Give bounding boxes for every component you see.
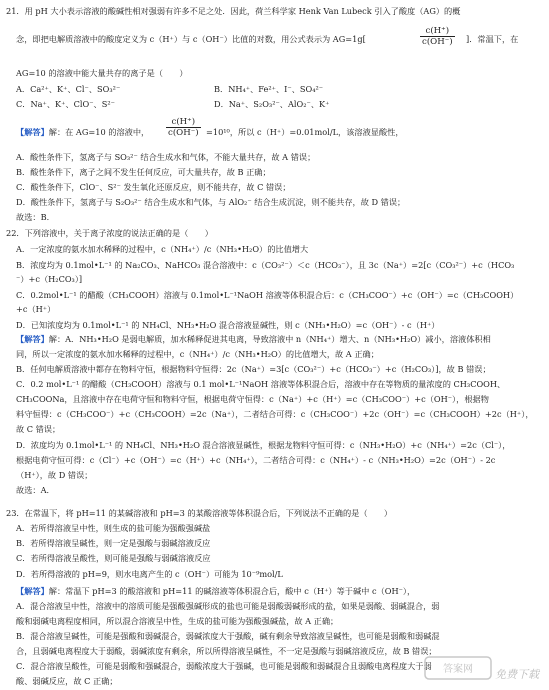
svg-text:答案网: 答案网: [443, 664, 473, 675]
q21-frac-denominator: c(OH⁻): [422, 37, 453, 47]
q21-formula-fraction: [420, 26, 455, 47]
q23-option-d: D．若所得溶液的 pH=9，则水电离产生的 c（OH⁻）可能为 10⁻⁹mol/L: [16, 569, 283, 579]
q21-stem-line3: AG=10 的溶液中能大量共存的离子是（ ）: [16, 68, 188, 78]
q22-option-b-line1: B．浓度均为 0.1mol•L⁻¹ 的 Na₂CO₃、NaHCO₃ 混合溶液中：c（CO₃²⁻）＜c（HCO₃⁻），且 3c（Na⁺）=2[c（CO₃²⁻）+c（HCO₃: [16, 260, 515, 270]
q22-answer-line9: 根据电荷守恒可得：c（Cl⁻）+c（OH⁻）=c（H⁺）+c（NH₄⁺），二者结合可得：c（NH₄⁺）- c（NH₃•H₂O）=2c（OH⁻）- 2c: [16, 455, 496, 465]
q21-option-d: D．Na⁺、S₂O₃²⁻、AlO₂⁻、K⁺: [214, 99, 330, 109]
q22-option-c-line2: +c（H⁺）: [16, 304, 56, 314]
q22-option-a: A．一定浓度的氨水加水稀释的过程中，c（NH₄⁺）/c（NH₃•H₂O）的比值增大: [16, 244, 309, 254]
q23-answer-line2: A．混合溶液呈中性，溶液中的溶质可能是强酸强碱形成的盐也可能是弱酸弱碱形成的盐，如果是弱酸、弱碱混合，弱: [16, 601, 440, 611]
q23-option-b: B．若所得溶液呈碱性，则一定是强酸与弱碱溶液反应: [16, 538, 211, 548]
q21-answer-frac-numerator: c(H⁺): [166, 117, 201, 128]
q22-answer-choice: 故选：A．: [16, 485, 55, 495]
watermark-logo: [421, 654, 541, 684]
q22-answer-line3: B．任何电解质溶液中都存在物料守恒，根据物料守恒得：2c（Na⁺）=3[c（CO₃²⁻）+c（HCO₃⁻）+c（H₂CO₃）]，故 B 错误；: [16, 364, 491, 374]
q22-answer-line4: C．0.2 mol•L⁻¹ 的醋酸（CH₃COOH）溶液与 0.1 mol•L⁻¹NaOH 溶液等体积混合后，溶液中存在等物质的量浓度的 CH₃COOH、: [16, 379, 506, 389]
q23-answer-line3: 酸和弱碱电离程度相同，所以混合溶液呈中性，生成的盐可能为强酸强碱盐，故 A 正确；: [16, 616, 339, 626]
q21-option-b: B．NH₄⁺、Fe²⁺、I⁻、SO₄²⁻: [214, 84, 324, 94]
q22-stem: 22．下列溶液中，关于离子浓度的说法正确的是（ ）: [6, 228, 213, 238]
q21-answer-a: A．酸性条件下，氢离子与 SO₃²⁻ 结合生成水和气体，不能大量共存，故 A 错误；: [16, 152, 316, 162]
q22-option-c-line1: C．0.2mol•L⁻¹ 的醋酸（CH₃COOH）溶液与 0.1mol•L⁻¹NaOH 溶液等体积混合后：c（CH₃COO⁻）+c（OH⁻）=c（CH₃COOH）: [16, 290, 519, 300]
q21-answer-line1: [16, 127, 149, 138]
q22-answer-line10: （H⁺），故 D 错误；: [16, 470, 93, 480]
q21-option-c: C．Na⁺、K⁺、ClO⁻、S²⁻: [16, 99, 115, 109]
q21-answer-choice: 故选：B．: [16, 212, 55, 222]
q21-stem-line1: 21．用 pH 大小表示溶液的酸碱性相对强弱有许多不足之处．因此，荷兰科学家 Henk Van Lubeck 引入了酸度（AG）的概: [6, 6, 461, 16]
q22-answer-line7: 故 C 错误；: [16, 424, 61, 434]
q21-answer-tag: 【解答】: [16, 127, 49, 137]
q21-answer-frac-denominator: c(OH⁻): [168, 128, 199, 138]
q21-frac-numerator: c(H⁺): [420, 26, 455, 37]
q23-answer-line7: 酸、弱碱反应，故 C 正确；: [16, 676, 118, 686]
q22-option-d: D．已知浓度均为 0.1mol•L⁻¹ 的 NH₄Cl、NH₃•H₂O 混合溶液显碱性，则 c（NH₃•H₂O）=c（OH⁻）- c（H⁺）: [16, 320, 440, 330]
q21-answer-text-b: =10¹⁰，所以 c（H⁺）=0.01mol/L，该溶液显酸性，: [206, 127, 404, 137]
q23-answer-line6: C．混合溶液呈酸性，可能是弱酸和强碱混合，弱酸浓度大于强碱，也可能是弱酸和弱碱混合且弱酸电离程度大于弱: [16, 661, 432, 671]
q22-answer-line5: CH₃COONa，且溶液中存在电荷守恒和物料守恒，根据电荷守恒得：c（Na⁺）+c（H⁺）=c（CH₃COO⁻）+c（OH⁻），根据物: [16, 394, 489, 404]
q22-answer-tag: 【解答】: [16, 334, 49, 344]
q21-answer-fraction: [166, 117, 201, 138]
q23-option-c: C．若所得溶液呈酸性，则可能是强酸与弱碱溶液反应: [16, 553, 211, 563]
q23-answer-tag: 【解答】: [16, 586, 49, 596]
q21-option-a: A．Ca²⁺、K⁺、Cl⁻、SO₃²⁻: [16, 84, 121, 94]
q21-answer-c: C．酸性条件下，ClO⁻、S²⁻ 发生氧化还原反应，则不能共存，故 C 错误；: [16, 182, 291, 192]
q21-answer-text-a: 解：在 AG=10 的溶液中，: [48, 127, 150, 137]
q22-answer-line1: [16, 334, 491, 345]
q22-answer-line6: 料守恒得：c（CH₃COO⁻）+c（CH₃COOH）=2c（Na⁺），二者结合可得：c（CH₃COO⁻）+2c（OH⁻）=c（CH₃COOH）+2c（H⁺），: [16, 409, 534, 419]
q23-answer-line5: 合，且弱碱电离程度大于弱酸，弱碱浓度有剩余，所以所得溶液呈碱性，不一定是强酸与弱碱溶液反应，故 B 错误；: [16, 646, 437, 656]
q22-option-b-line2: ⁻）+c（H₂CO₃）]: [16, 274, 83, 284]
watermark-text: 免费下载: [495, 668, 539, 681]
q23-answer-text-1: 解：常温下 pH=3 的酸溶液和 pH=11 的碱溶液等体积混合后，酸中 c（H⁺）等于碱中 c（OH⁻），: [48, 586, 416, 596]
q21-stem-line2a: 念，即把电解质溶液中的酸度定义为 c（H⁺）与 c（OH⁻）比值的对数，用公式表示为 AG=1g[: [16, 34, 366, 44]
q22-answer-line2: 同，所以一定浓度的氨水加水稀释的过程中，c（NH₄⁺）/c（NH₃•H₂O）的比值增大，故 A 正确；: [16, 349, 379, 359]
q21-answer-b: B．酸性条件下，离子之间不发生任何反应，可大量共存，故 B 正确；: [16, 167, 271, 177]
q21-answer-d: D．酸性条件下，氢离子与 S₂O₃²⁻ 结合生成水和气体，与 AlO₂⁻ 结合生成沉淀，则不能共存，故 D 错误；: [16, 197, 406, 207]
q23-answer-line4: B．混合溶液呈碱性，可能是强酸和弱碱混合，弱碱浓度大于强酸，碱有剩余导致溶液呈碱性，也可能是弱酸和弱碱混: [16, 631, 440, 641]
q23-stem: 23．在常温下，将 pH=11 的某碱溶液和 pH=3 的某酸溶液等体积混合后，下列说法不正确的是（ ）: [6, 508, 393, 518]
q21-stem-line2b: ]．常温下，在: [466, 34, 519, 44]
q23-option-a: A．若所得溶液呈中性，则生成的盐可能为强酸强碱盐: [16, 523, 211, 533]
q22-answer-text-1: 解：A．NH₃•H₂O 是弱电解质，加水稀释促进其电离，导致溶液中 n（NH₄⁺）增大、n（NH₃•H₂O）减小，溶液体积相: [48, 334, 491, 344]
q22-answer-line8: D．浓度均为 0.1mol•L⁻¹ 的 NH₄Cl、NH₃•H₂O 混合溶液显碱性，根据龙物料守恒可得：c（NH₃•H₂O）+c（NH₄⁺）=2c（Cl⁻），: [16, 440, 511, 450]
q23-answer-line1: [16, 586, 415, 597]
